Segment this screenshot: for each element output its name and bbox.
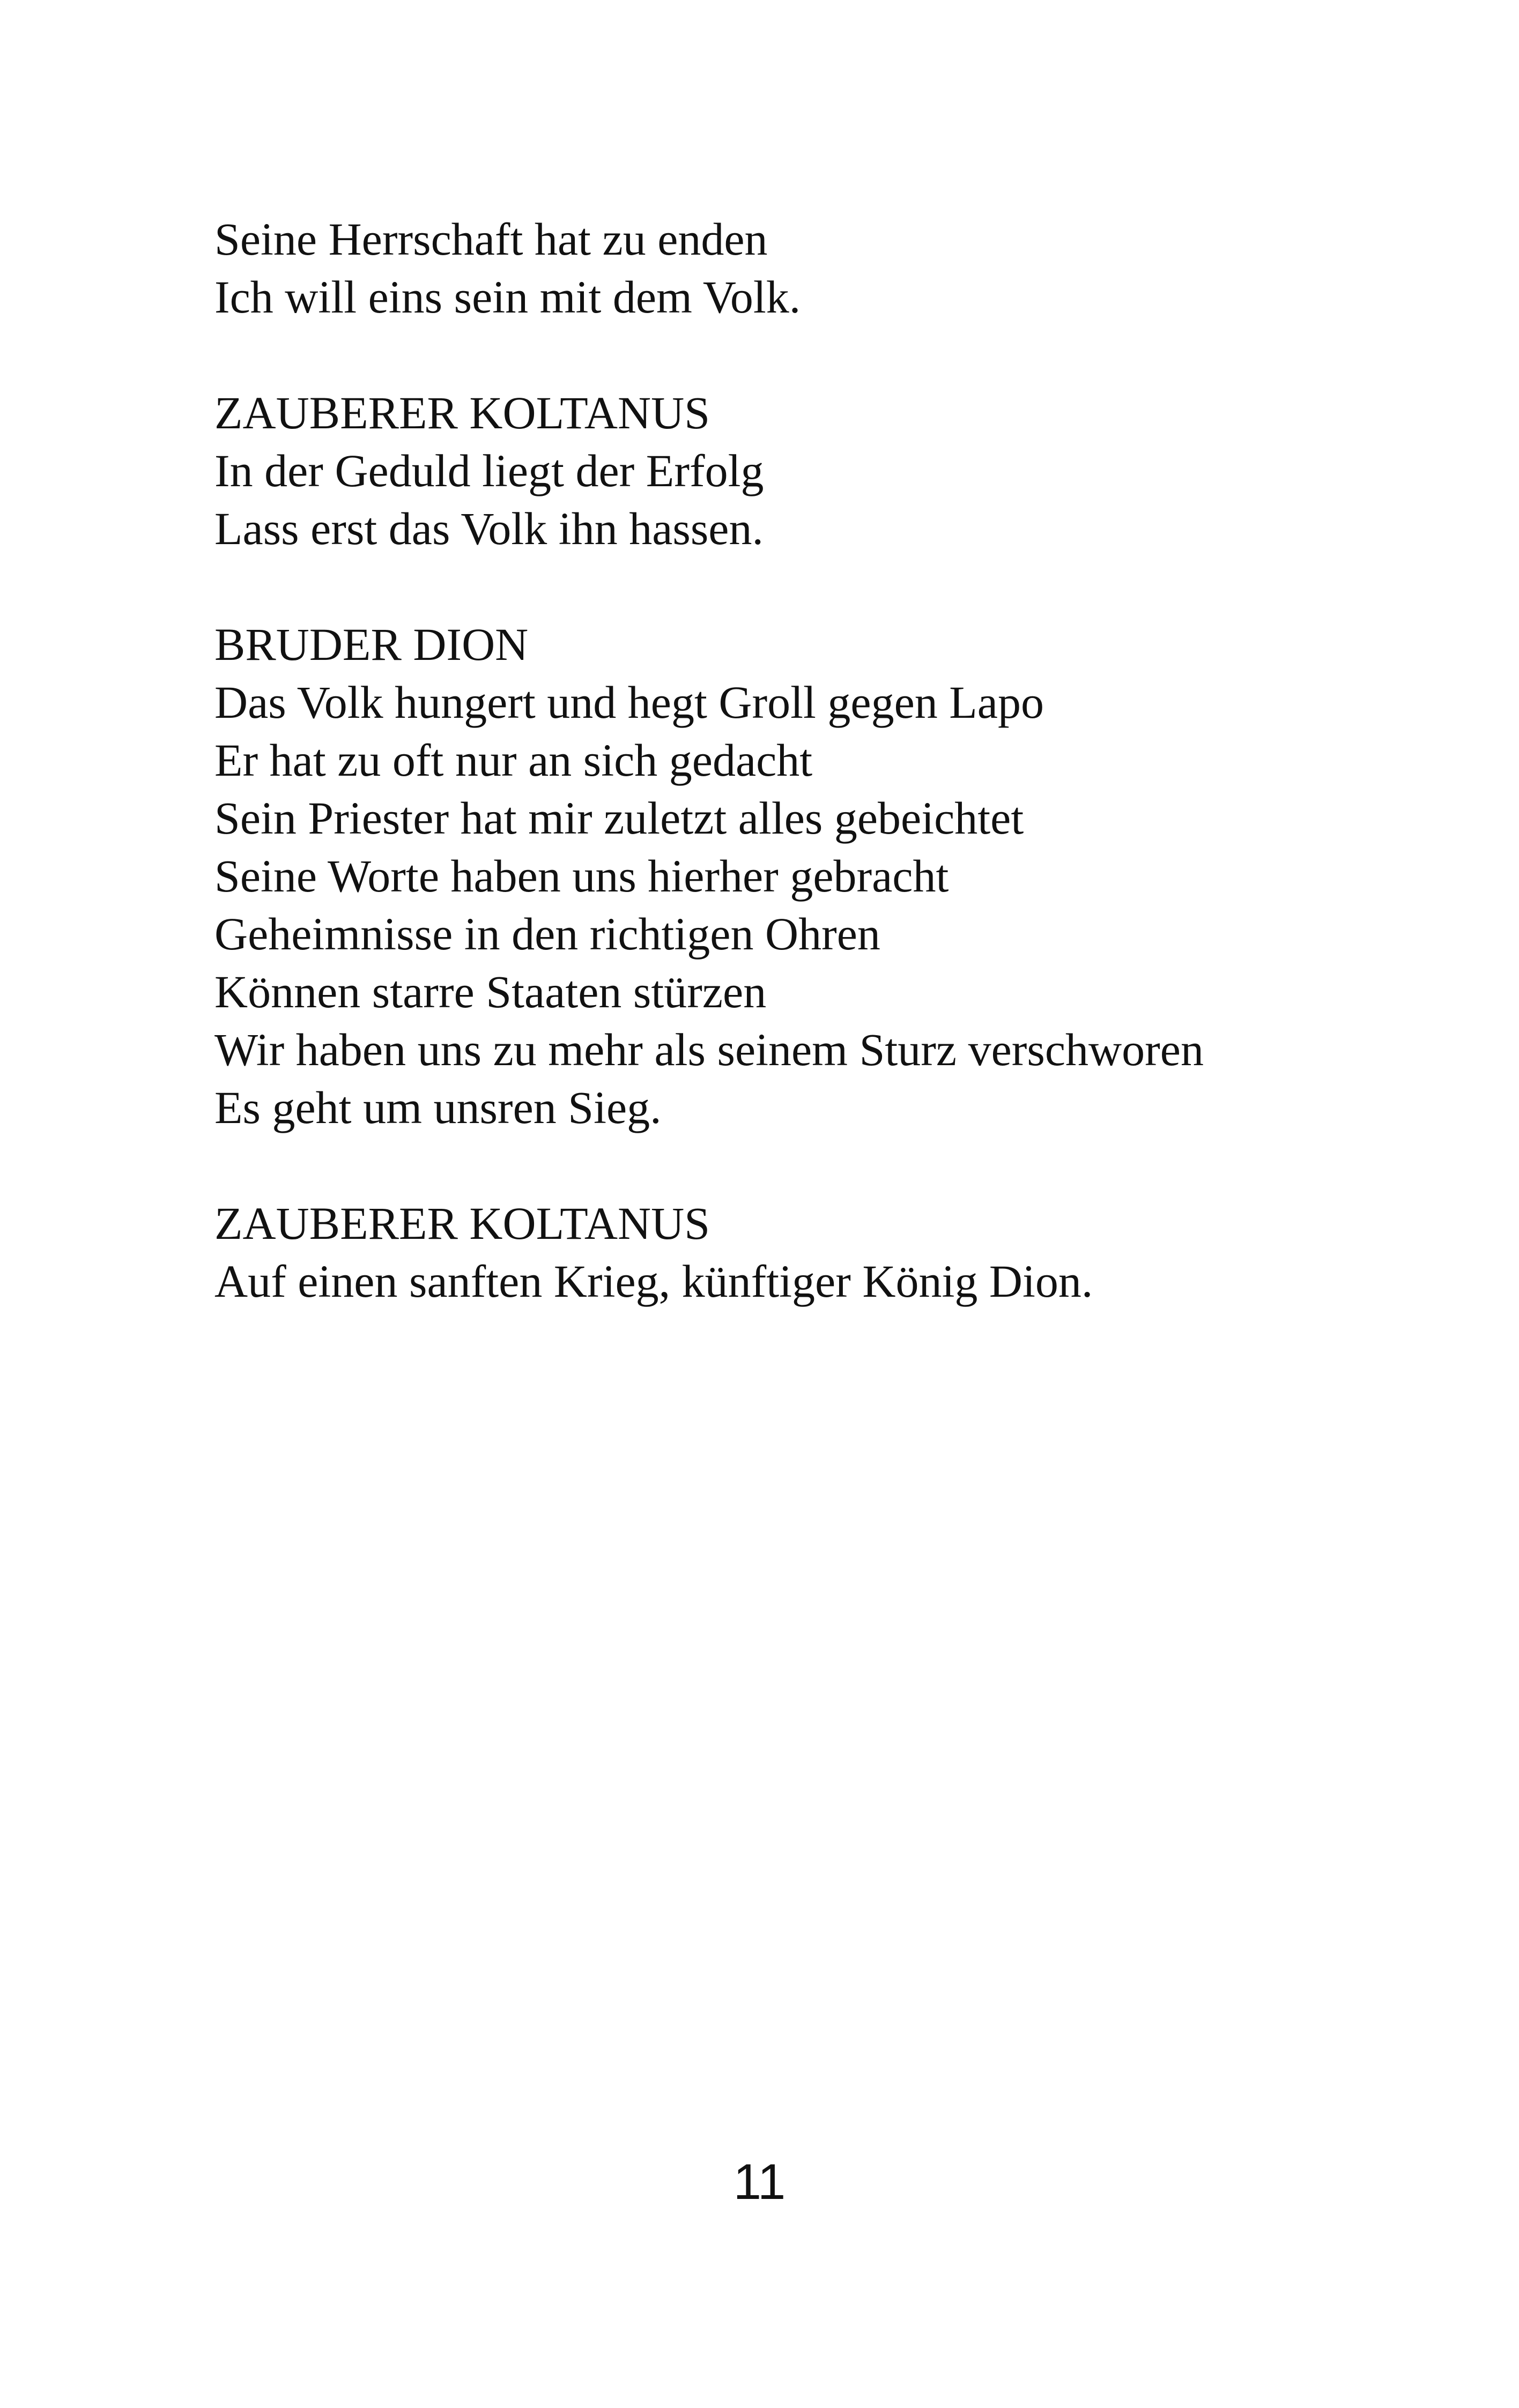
speech-block	[214, 615, 1394, 1136]
stanza-gap	[214, 326, 1394, 384]
speech-block	[214, 384, 1394, 558]
speech-line: Ich will eins sein mit dem Volk.	[214, 271, 801, 323]
speech-line: Geheimnisse in den richtigen Ohren	[214, 908, 880, 960]
stanza-gap	[214, 1136, 1394, 1194]
speech-line: Lass erst das Volk ihn hassen.	[214, 503, 764, 554]
speech-block	[214, 210, 1394, 326]
speech-line: Seine Herrschaft hat zu enden	[214, 213, 768, 265]
stanza-gap	[214, 558, 1394, 615]
speech-line: Es geht um unsren Sieg.	[214, 1082, 662, 1133]
speech-line: Seine Worte haben uns hierher gebracht	[214, 850, 949, 902]
speech-line: Das Volk hungert und hegt Groll gegen Lapo	[214, 677, 1044, 728]
speech-line: Sein Priester hat mir zuletzt alles gebeichtet	[214, 792, 1024, 844]
speaker-name: BRUDER DION	[214, 619, 529, 670]
speech-line: Er hat zu oft nur an sich gedacht	[214, 734, 813, 786]
speech-block	[214, 1194, 1394, 1310]
speech-line: Wir haben uns zu mehr als seinem Sturz verschworen	[214, 1024, 1204, 1075]
speech-line: In der Geduld liegt der Erfolg	[214, 445, 764, 496]
speaker-name: ZAUBERER KOLTANUS	[214, 387, 710, 439]
speech-line: Auf einen sanften Krieg, künftiger König Dion.	[214, 1255, 1093, 1307]
speaker-name: ZAUBERER KOLTANUS	[214, 1198, 710, 1249]
speech-line: Können starre Staaten stürzen	[214, 966, 767, 1017]
play-text	[214, 210, 1394, 1310]
page-number: 11	[733, 2153, 786, 2210]
